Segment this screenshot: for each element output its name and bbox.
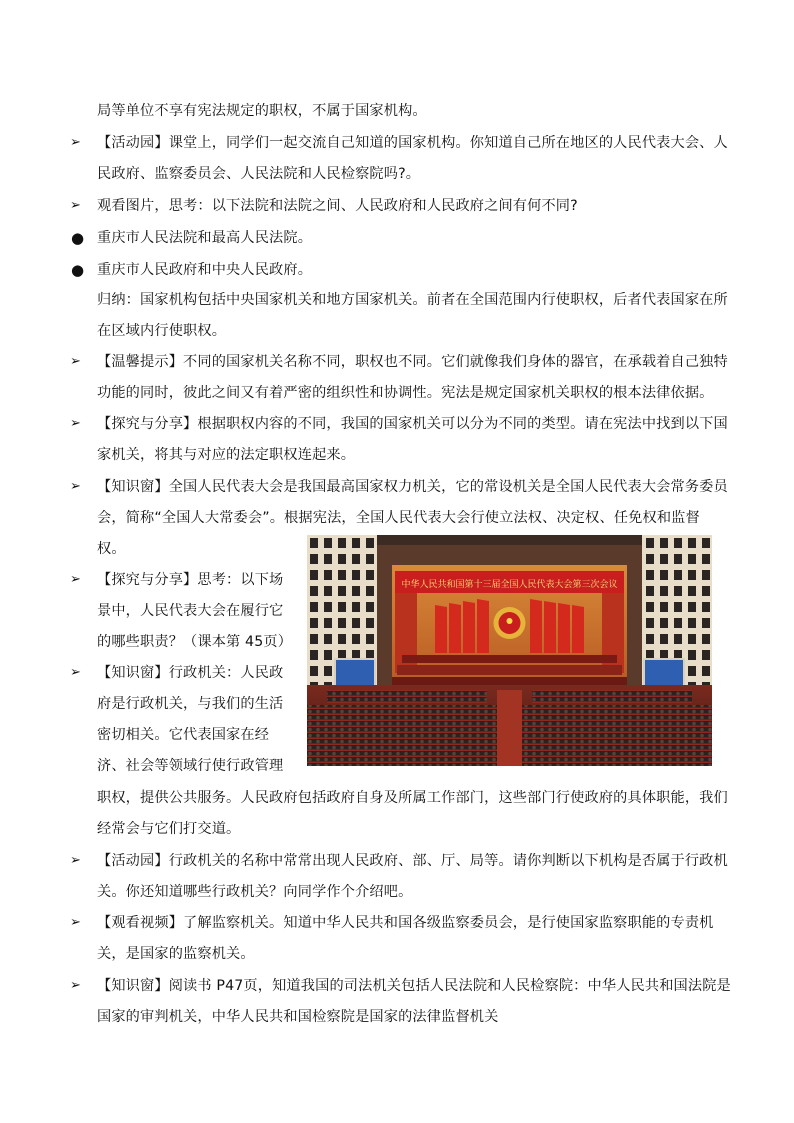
- text-line: 【知识窗】全国人民代表大会是我国最高国家权力机关，它的常设机关是全国人民代表大会常务委员: [97, 479, 728, 495]
- text-line: 重庆市人民政府和中央人民政府。: [97, 262, 313, 278]
- banner-text: 中华人民共和国第十三届全国人民代表大会第三次会议: [401, 580, 618, 590]
- text-line: 密切相关。它代表国家在经: [97, 727, 270, 743]
- text-line: 济、社会等领域行使行政管理: [97, 758, 284, 774]
- text-line: 归纳：国家机构包括中央国家机关和地方国家机关。前者在全国范围内行使职权，后者代表国家在所: [97, 292, 728, 308]
- text-line: 重庆市人民法院和最高人民法院。: [97, 230, 313, 246]
- text-line: 景中，人民代表大会在履行它: [97, 603, 284, 619]
- text-line: 府是行政机关，与我们的生活: [97, 696, 284, 712]
- text-line: 功能的同时，彼此之间又有着严密的组织性和协调性。宪法是规定国家机关职权的根本法律依据。: [97, 385, 714, 401]
- text-line: 【探究与分享】根据职权内容的不同，我国的国家机关可以分为不同的类型。请在宪法中找到以下国: [97, 416, 728, 432]
- arrow-bullet-icon: ➢: [70, 915, 81, 930]
- arrow-bullet-icon: ➢: [70, 479, 81, 494]
- arrow-bullet-icon: ➢: [70, 416, 81, 431]
- arrow-bullet-icon: ➢: [70, 354, 81, 369]
- text-line: 关，是国家的监察机关。: [97, 946, 255, 962]
- text-line: 家机关，将其与对应的法定职权连起来。: [97, 447, 356, 463]
- text-line: 权。: [97, 541, 126, 557]
- dot-bullet-icon: ●: [71, 229, 85, 247]
- arrow-bullet-icon: ➢: [70, 198, 81, 213]
- text-line: 【知识窗】阅读书 P47页，知道我国的司法机关包括人民法院和人民检察院：中华人民共和国法院是: [97, 978, 731, 994]
- text-line: 民政府、监察委员会、人民法院和人民检察院吗?。: [97, 166, 421, 182]
- text-line: 国家的审判机关，中华人民共和国检察院是国家的法律监督机关: [97, 1009, 499, 1025]
- congress-hall-photo: [307, 535, 712, 766]
- text-line: 【观看视频】了解监察机关。知道中华人民共和国各级监察委员会，是行使国家监察职能的专责机: [97, 915, 714, 931]
- arrow-bullet-icon: ➢: [70, 853, 81, 868]
- dot-bullet-icon: ●: [71, 261, 85, 279]
- text-line: 的哪些职责？（课本第 45页）: [97, 634, 293, 650]
- text-line: 【活动园】行政机关的名称中常常出现人民政府、部、厅、局等。请你判断以下机构是否属于行政机: [97, 853, 728, 869]
- text-line: 关。你还知道哪些行政机关？向同学作个介绍吧。: [97, 884, 413, 900]
- text-line: 【知识窗】行政机关：人民政: [97, 665, 284, 681]
- text-line: 观看图片，思考：以下法院和法院之间、人民政府和人民政府之间有何不同?: [97, 198, 578, 214]
- text-line: 会，简称“全国人大常委会”。根据宪法，全国人民代表大会行使立法权、决定权、任免权和监督: [97, 510, 700, 526]
- text-line: 职权，提供公共服务。人民政府包括政府自身及所属工作部门，这些部门行使政府的具体职能，我们: [97, 790, 728, 806]
- text-line: 经常会与它们打交道。: [97, 821, 241, 837]
- text-line: 局等单位不享有宪法规定的职权，不属于国家机构。: [97, 103, 427, 119]
- text-line: 【探究与分享】思考：以下场: [97, 572, 284, 588]
- text-line: 【活动园】课堂上，同学们一起交流自己知道的国家机构。你知道自己所在地区的人民代表大会、人: [97, 135, 728, 151]
- arrow-bullet-icon: ➢: [70, 978, 81, 993]
- text-line: 【温馨提示】不同的国家机关名称不同，职权也不同。它们就像我们身体的器官，在承载着自己独特: [97, 354, 728, 370]
- text-line: 在区域内行使职权。: [97, 323, 227, 339]
- arrow-bullet-icon: ➢: [70, 135, 81, 150]
- arrow-bullet-icon: ➢: [70, 572, 81, 587]
- arrow-bullet-icon: ➢: [70, 665, 81, 680]
